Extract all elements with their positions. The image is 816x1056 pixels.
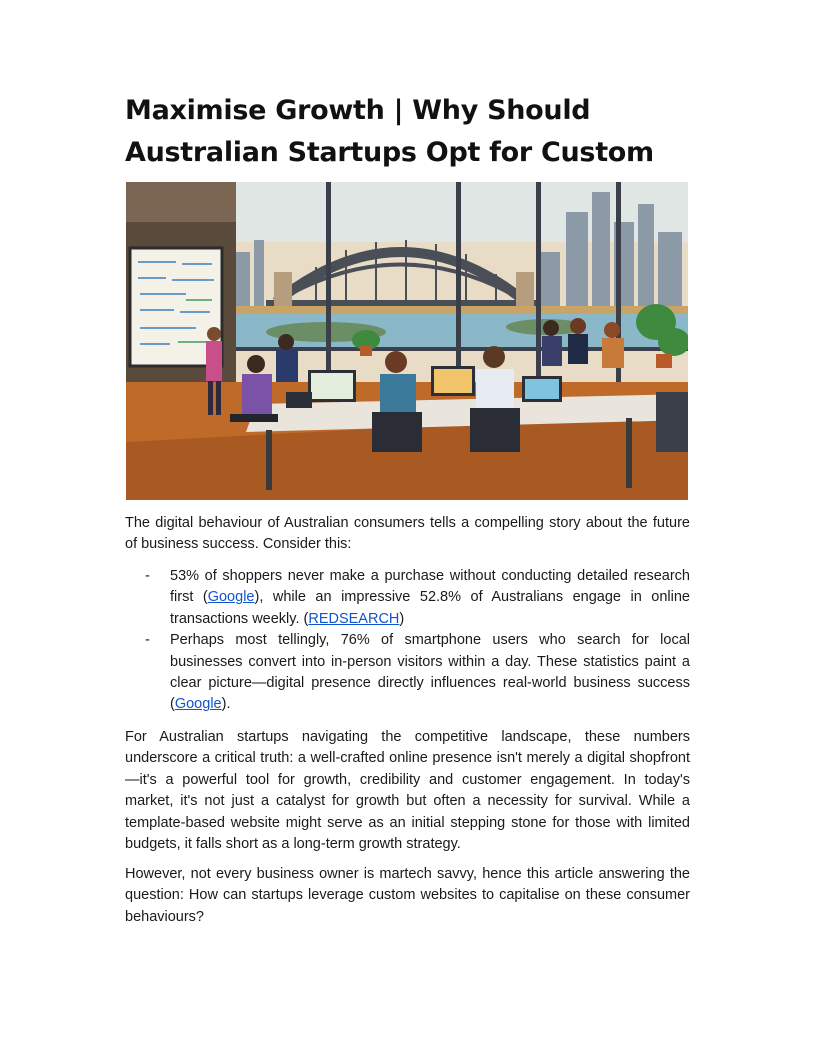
list-item-text: ), while an impressive 52.8% of Australians engage in online transactions weekly. ( — [170, 589, 690, 627]
google-link[interactable]: Google — [174, 696, 222, 713]
redsearch-link[interactable]: REDSEARCH — [308, 610, 400, 627]
list-item-text: 53% of shoppers never make a purchase without conducting detailed research first ( — [170, 568, 690, 606]
list-item-text: Perhaps most tellingly, 76% of smartphone users who search for local businesses convert into in-person visitors within a day. These statistics paint a clear picture—digital presence directly influences real-world business success ( — [170, 632, 690, 713]
hero-illustration — [126, 182, 688, 500]
statistics-list — [125, 566, 690, 716]
list-item-text: ) — [399, 610, 405, 627]
list-item — [125, 566, 690, 630]
list-item — [125, 630, 690, 716]
list-marker: - — [145, 632, 150, 649]
list-item-text: ). — [221, 696, 231, 713]
google-link[interactable]: Google — [207, 589, 255, 606]
body-paragraph: For Australian startups navigating the competitive landscape, these numbers underscore a critical truth: a well-crafted online presence isn't merely a digital shopfront—it's a powerful tool for growth, credibility and customer engagement. In today's market, it's not just a catalyst for growth but often a necessity for survival. While a template-based website might serve as an initial stepping stone for those with limited budgets, it falls short as a long-term growth strategy. — [125, 729, 690, 853]
intro-paragraph: The digital behaviour of Australian consumers tells a compelling story about the future of business success. Consider this: — [125, 515, 690, 553]
closing-paragraph: However, not every business owner is martech savvy, hence this article answering the question: How can startups leverage custom websites to capitalise on these consumer behaviours? — [125, 866, 690, 925]
list-marker: - — [145, 568, 150, 584]
article-title: Maximise Growth | Why Should Australian Startups Opt for Custom — [125, 95, 654, 168]
